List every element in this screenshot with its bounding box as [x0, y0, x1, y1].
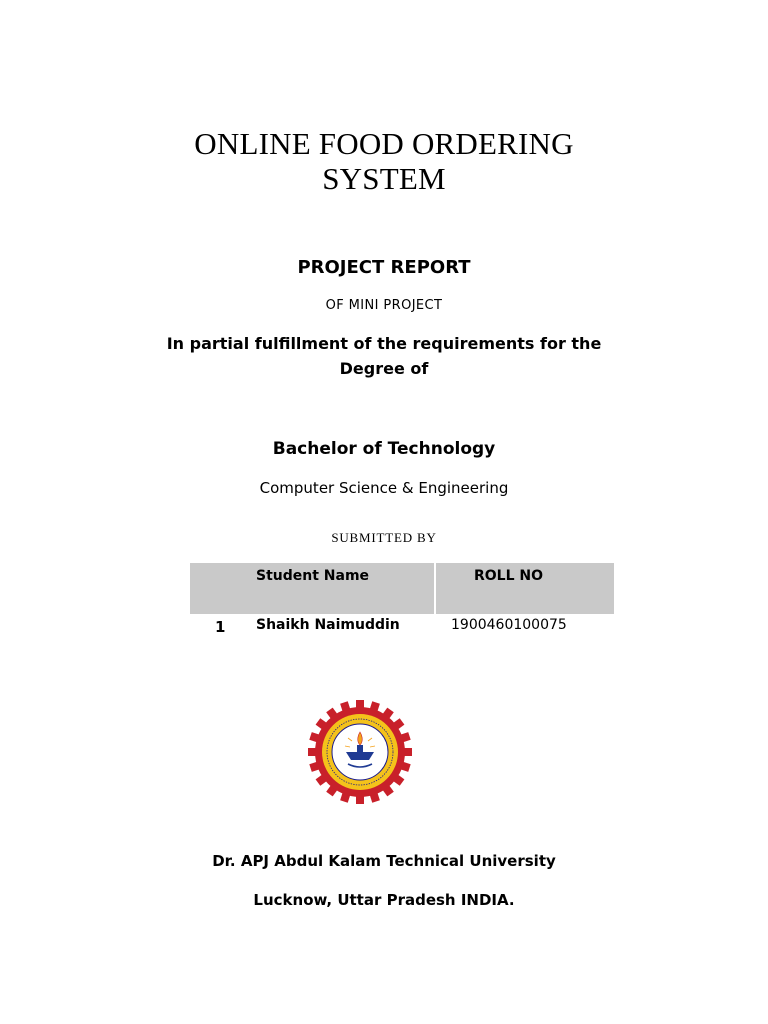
fulfillment-line-1: In partial fulfillment of the requirements for the	[166, 334, 602, 353]
university-seal-icon	[308, 700, 412, 804]
document-title-line-2: SYSTEM	[322, 161, 446, 196]
degree-name: Bachelor of Technology	[272, 439, 496, 459]
document-title-line-1: ONLINE FOOD ORDERING	[194, 126, 574, 161]
fulfillment-line-2: Degree of	[339, 359, 429, 378]
student-table-header	[190, 563, 614, 614]
roll-number: 1900460100075	[451, 617, 567, 633]
header-student-name: Student Name	[256, 568, 370, 584]
submitted-by-label: SUBMITTED BY	[331, 530, 437, 545]
project-report-heading: PROJECT REPORT	[297, 257, 471, 278]
table-column-divider	[434, 563, 436, 614]
student-name: Shaikh Naimuddin	[256, 617, 400, 633]
university-name: Dr. APJ Abdul Kalam Technical University	[212, 852, 556, 870]
row-index: 1	[215, 618, 226, 636]
branch-name: Computer Science & Engineering	[259, 479, 509, 497]
university-location: Lucknow, Uttar Pradesh INDIA.	[253, 891, 515, 909]
header-roll-no: ROLL NO	[474, 568, 544, 584]
mini-project-subtitle: OF MINI PROJECT	[325, 298, 443, 313]
